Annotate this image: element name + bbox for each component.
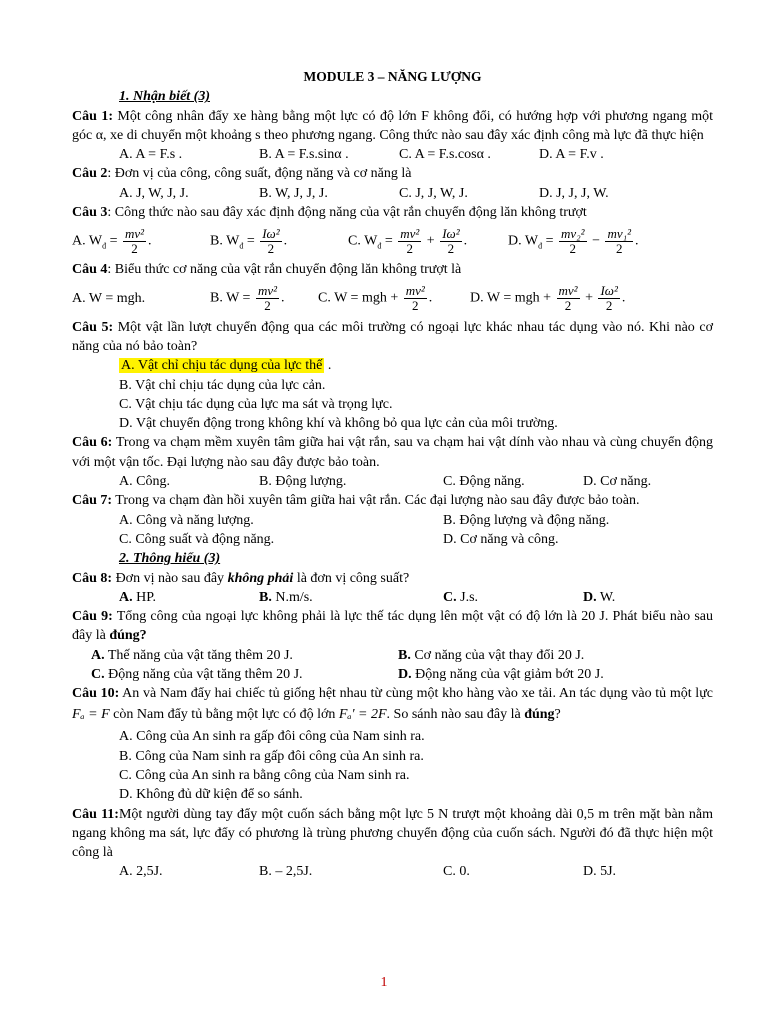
question-text: An và Nam đẩy hai chiếc tủ giống hệt nhau từ cùng một kho hàng vào xe tải. An tác dụng vào tủ một lực	[119, 686, 713, 702]
question-number: Câu 10:	[72, 686, 120, 702]
option-c: C. W = mgh + $\frac{\text{mv²}}{2}$ .	[318, 283, 433, 314]
question-9-options-row2	[72, 665, 713, 684]
option-d: D. $W_đ$ = $\frac{\text{mv₂²}}{2}$ − $\frac{\text{mv₁²}}{2}$ .	[508, 225, 639, 256]
numerator: Iω²	[262, 225, 280, 241]
option-a	[119, 588, 259, 607]
page-title: MODULE 3 – NĂNG LƯỢNG	[303, 69, 482, 84]
fraction	[605, 227, 633, 256]
fraction	[123, 227, 146, 256]
question-text: Trong va chạm mềm xuyên tâm giữa hai vật rắn, sau va chạm hai vật dính vào nhau và cùng chuyển động với một vận tốc. Đại lượng nào sau đây được bảo toàn.	[72, 435, 713, 470]
option-b	[259, 588, 443, 607]
option-label: D. W	[508, 233, 539, 249]
numerator: Iω²	[600, 283, 618, 299]
option-text: W.	[596, 589, 616, 605]
option-c	[443, 588, 583, 607]
option-letter: D.	[583, 589, 597, 605]
option-letter: A.	[119, 589, 133, 605]
option-c: C. A = F.s.cosα .	[399, 147, 491, 163]
question-number: Câu 4	[72, 262, 108, 278]
denominator: 2	[406, 240, 413, 256]
question-text: là đơn vị công suất?	[293, 570, 410, 586]
highlighted-answer: A. Vật chỉ chịu tác dụng của lực thế	[121, 358, 323, 374]
question-2-options	[72, 184, 713, 203]
question-text: . So sánh nào sau đây là	[386, 706, 525, 722]
option-d	[583, 588, 615, 607]
question-7-options-row1	[72, 511, 713, 530]
question-10	[72, 684, 713, 725]
option-b	[398, 646, 584, 665]
option-a	[91, 646, 398, 665]
question-number: Câu 11:	[72, 806, 119, 822]
question-text: : Công thức nào sau đây xác định động năng của vật rắn chuyển động lăn không trượt	[107, 205, 587, 221]
fraction	[440, 227, 461, 256]
option-c	[91, 665, 398, 684]
option-letter: B.	[398, 647, 411, 663]
question-11-options	[72, 862, 713, 881]
question-5-options	[72, 356, 713, 433]
option-text: HP.	[132, 589, 156, 605]
option-text: J.s.	[456, 589, 479, 605]
question-9	[72, 607, 713, 646]
fraction	[559, 227, 587, 256]
question-9-options-row1	[72, 646, 713, 665]
option-a: A. J, W, J, J.	[119, 185, 189, 201]
question-3	[72, 203, 713, 222]
fraction	[557, 284, 580, 313]
denominator: 2	[616, 240, 623, 256]
option-label: A. W	[72, 233, 103, 249]
option-a: A. $W_đ$ = $\frac{\text{mv²}}{2}$ .	[72, 225, 152, 256]
denominator: 2	[605, 298, 613, 314]
option-label: B. W	[210, 233, 240, 249]
option-a: A. Vật chỉ chịu tác dụng của lực thế .	[121, 358, 332, 374]
question-number: Câu 6:	[72, 435, 113, 451]
option-a: A. Công của An sinh ra gấp đôi công của Nam sinh ra.	[119, 729, 425, 745]
option-label: D. W = mgh +	[470, 290, 551, 306]
option-a: A. Công và năng lượng.	[119, 512, 254, 528]
question-1	[72, 107, 713, 146]
question-10-options	[72, 727, 713, 804]
question-text: Một vật lần lượt chuyển động qua các môi trường có ngoại lực khác nhau tác dụng vào nó. Khi nào cơ năng của nó bảo toàn?	[72, 319, 713, 354]
question-text: còn Nam đẩy tủ bằng một lực có độ lớn	[109, 706, 339, 722]
denominator: 2	[569, 240, 577, 256]
emphasis: không phải	[227, 570, 294, 586]
option-b: B. W, J, J, J.	[259, 185, 328, 201]
option-b: B. W = $\frac{\text{mv²}}{2}$ .	[210, 283, 285, 314]
question-number: Câu 1:	[72, 108, 113, 124]
option-b: B. Công của Nam sinh ra gấp đôi công của An sinh ra.	[119, 748, 424, 764]
denominator: 2	[412, 298, 419, 314]
subscript: đ	[239, 241, 244, 251]
fraction	[598, 284, 619, 313]
option-text: N.m/s.	[271, 589, 313, 605]
option-d: D. Cơ năng.	[583, 474, 652, 490]
option-b: B. A = F.s.sinα .	[259, 147, 349, 163]
emphasis: đúng?	[109, 628, 147, 644]
option-d: D. 5J.	[583, 864, 617, 880]
denominator: 2	[264, 298, 271, 314]
question-11	[72, 805, 713, 863]
formula: Fₐ = F	[72, 706, 110, 722]
option-d: D. A = F.v .	[539, 147, 604, 163]
fraction	[256, 284, 279, 313]
option-c: C. $W_đ$ = $\frac{\text{mv²}}{2}$ + $\frac{\text{Iω²}}{2}$ .	[348, 225, 468, 256]
question-text: Một người dùng tay đẩy một cuốn sách bằng một lực 5 N trượt một khoảng dài 0,5 m trên mặt bàn nằm ngang không ma sát, lực đẩy có phương là trùng phương chuyển động của cuốn sách. Người đó đã thực hiện một công là	[72, 806, 713, 861]
option-letter: B.	[259, 589, 272, 605]
option-d	[398, 665, 604, 684]
option-c: C. Công suất và động năng.	[119, 531, 275, 547]
question-number: Câu 8:	[72, 570, 113, 586]
option-c: C. Động năng.	[443, 474, 525, 490]
option-a: A. 2,5J.	[119, 864, 163, 880]
numerator: mv²	[257, 283, 278, 299]
fraction	[398, 227, 421, 256]
question-number: Câu 5:	[72, 319, 114, 335]
denominator: 2	[564, 298, 572, 314]
question-5	[72, 318, 713, 357]
subscript: đ	[102, 241, 107, 251]
question-8	[72, 569, 713, 588]
question-6-options	[72, 472, 713, 491]
option-b: B. – 2,5J.	[259, 864, 313, 880]
question-text: Trong va chạm đàn hồi xuyên tâm giữa hai vật rắn. Các đại lượng nào sau đây được bảo toàn.	[112, 493, 640, 509]
option-a: A. W = mgh.	[72, 291, 146, 307]
option-c: C. J, J, W, J.	[399, 185, 468, 201]
option-c: C. Công của An sinh ra bằng công của Nam sinh ra.	[119, 767, 410, 783]
question-8-options	[72, 588, 713, 607]
option-text: Động năng của vật giảm bớt 20 J.	[411, 667, 604, 683]
section-heading-1: 1. Nhận biết (3)	[119, 89, 210, 105]
question-2	[72, 164, 713, 183]
numerator: mv²	[124, 225, 145, 241]
numerator: Iω²	[442, 225, 460, 241]
section-heading-2: 2. Thông hiểu (3)	[119, 551, 221, 567]
subscript: đ	[538, 241, 543, 251]
fraction	[404, 284, 427, 313]
question-4	[72, 260, 713, 279]
question-text: ?	[554, 706, 561, 722]
question-4-options	[72, 280, 713, 318]
question-number: Câu 2	[72, 166, 108, 182]
question-text: Đơn vị nào sau đây	[112, 570, 228, 586]
option-b: B. Vật chỉ chịu tác dụng của lực cản.	[119, 377, 326, 393]
option-b: B. Động lượng và động năng.	[443, 512, 610, 528]
numerator: mv²	[405, 283, 425, 299]
option-d: D. J, J, J, W.	[539, 185, 609, 201]
denominator: 2	[447, 240, 455, 256]
option-letter: A.	[91, 647, 105, 663]
question-7	[72, 491, 713, 510]
formula: Fₐ' = 2F	[338, 706, 387, 722]
fraction	[260, 227, 281, 256]
option-text: Động năng của vật tăng thêm 20 J.	[104, 667, 303, 683]
question-text: Một công nhân đẩy xe hàng bằng một lực có độ lớn F không đổi, có hướng hợp với phương ngang một góc α, xe di chuyển một khoảng s theo phương ngang. Công thức nào sau đây xác định công mà lực đã thực hiện	[72, 108, 713, 143]
option-letter: C.	[443, 589, 457, 605]
option-d: D. Vật chuyển động trong không khí và không bỏ qua lực cản của môi trường.	[119, 416, 558, 432]
emphasis: đúng	[524, 706, 555, 722]
question-number: Câu 9:	[72, 609, 113, 625]
question-text: : Đơn vị của công, công suất, động năng và cơ năng là	[107, 166, 412, 182]
option-letter: C.	[91, 667, 105, 683]
option-d: D. Cơ năng và công.	[443, 531, 559, 547]
option-b: B. Động lượng.	[259, 474, 347, 490]
option-a: A. Công.	[119, 474, 170, 490]
option-label: C. W = mgh +	[318, 290, 399, 306]
numerator: mv²	[558, 283, 578, 299]
question-number: Câu 3	[72, 205, 108, 221]
option-c: C. Vật chịu tác dụng của lực ma sát và trọng lực.	[119, 396, 393, 412]
question-7-options-row2	[72, 530, 713, 549]
option-text: Cơ năng của vật thay đổi 20 J.	[410, 647, 585, 663]
option-d: D. Không đủ dữ kiện để so sánh.	[119, 787, 303, 803]
numerator: mv₁²	[607, 225, 632, 241]
numerator: mv₂²	[560, 225, 585, 241]
option-c: C. 0.	[443, 864, 470, 880]
question-number: Câu 7:	[72, 493, 113, 509]
question-text: Tổng công của ngoại lực không phải là lực thế tác dụng lên một vật có độ lớn là 20 J. Phát biểu nào sau đây là	[72, 609, 713, 644]
page-number: 1	[380, 975, 388, 990]
option-b: B. $W_đ$ = $\frac{\text{Iω²}}{2}$ .	[210, 225, 288, 256]
option-text: Thế năng của vật tăng thêm 20 J.	[104, 647, 293, 663]
question-3-options	[72, 222, 713, 260]
question-6	[72, 433, 713, 472]
option-a: A. A = F.s .	[119, 147, 183, 163]
option-d: D. W = mgh + $\frac{\text{mv²}}{2}$ + $\frac{\text{Iω²}}{2}$ .	[470, 283, 626, 314]
question-1-options	[72, 145, 713, 164]
subscript: đ	[377, 241, 382, 251]
question-text: : Biểu thức cơ năng của vật rắn chuyển động lăn không trượt là	[107, 262, 462, 278]
denominator: 2	[267, 240, 275, 256]
option-letter: D.	[398, 667, 412, 683]
numerator: mv²	[400, 225, 420, 241]
denominator: 2	[131, 240, 138, 256]
option-label: C. W	[348, 233, 378, 249]
option-label: B. W =	[210, 290, 251, 306]
